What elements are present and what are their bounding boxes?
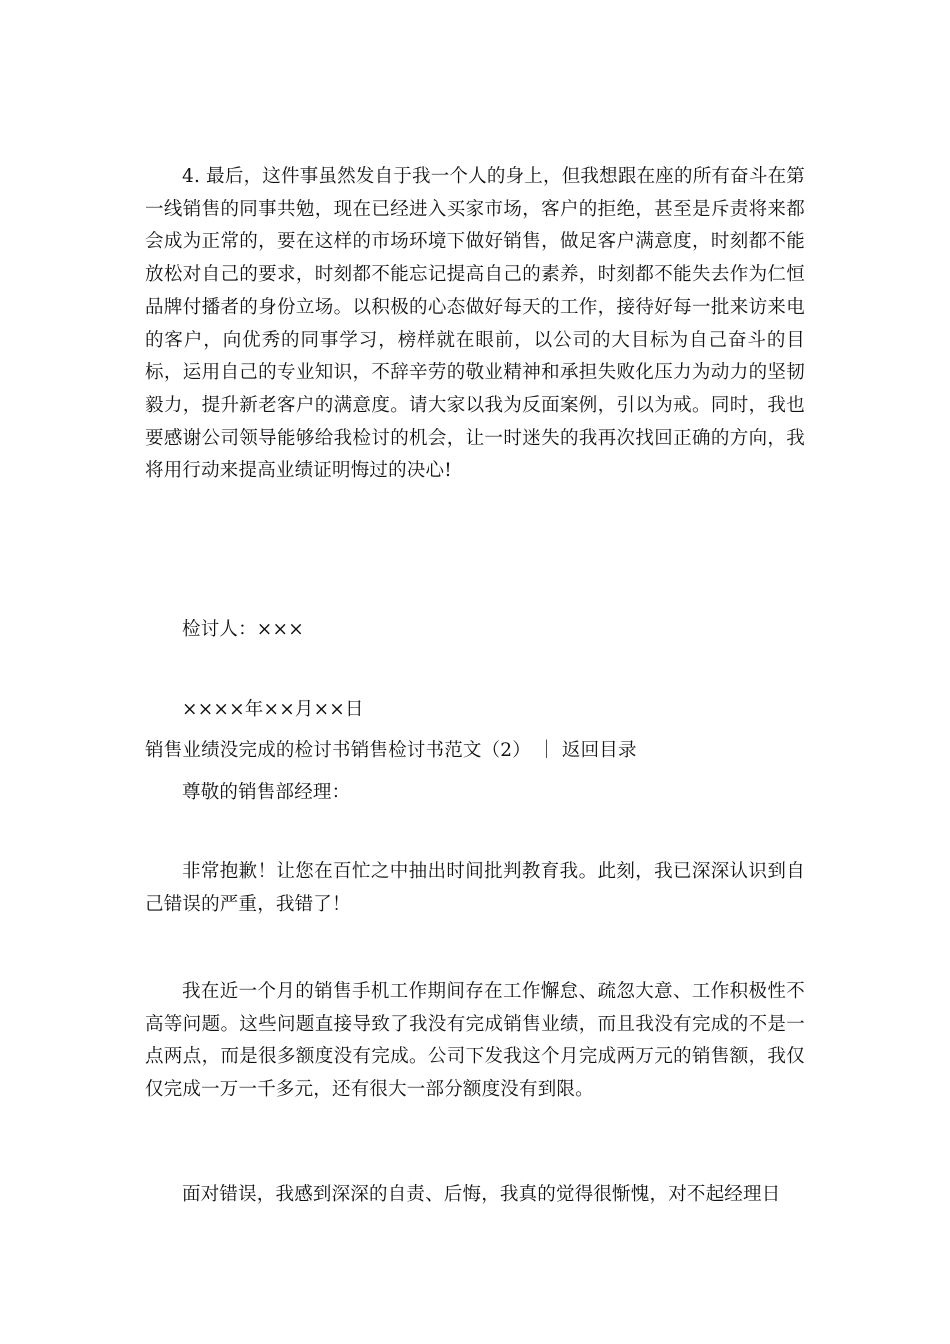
section-heading-row — [145, 737, 805, 765]
paragraph-text: 我在近一个月的销售手机工作期间存在工作懈怠、疏忽大意、工作积极性不高等问题。这些问题直接导致了我没有完成销售业绩，而且我没有完成的不是一点两点，而是很多额度没有完成。公司下发我这个月完成两万元的销售额，我仅仅完成一万一千多元，还有很大一部分额度没有到限。 — [145, 981, 805, 1101]
paragraph-text: 4. 最后，这件事虽然发自于我一个人的身上，但我想跟在座的所有奋斗在第一线销售的同事共勉，现在已经进入买家市场，客户的拒绝，甚至是斥责将来都会成为正常的，要在这样的市场环境下做好销售，做足客户满意度，时刻都不能放松对自己的要求，时刻都不能忘记提高自己的素养，时刻都不能失去作为仁恒品牌付播者的身份立场。以积极的心态做好每天的工作，接待好每一批来访来电的客户，向优秀的同事学习，榜样就在眼前，以公司的大目标为自己奋斗的目标，运用自己的专业知识，不辞辛劳的敬业精神和承担失败化压力为动力的坚韧毅力，提升新老客户的满意度。请大家以我为反面案例，引以为戒。同时，我也要感谢公司领导能够给我检讨的机会，让一时迷失的我再次找回正确的方向，我将用行动来提高业绩证明悔过的决心! — [145, 166, 805, 482]
paragraph-regret — [145, 1179, 805, 1212]
section-title: 销售业绩没完成的检讨书销售检讨书范文（2） — [145, 740, 531, 761]
salutation-line — [145, 779, 805, 807]
signer-line — [145, 616, 805, 644]
paragraph-text: 非常抱歉！让您在百忙之中抽出时间批判教育我。此刻，我已深深认识到自己错误的严重，我错了！ — [145, 861, 805, 915]
paragraph-text: 面对错误，我感到深深的自责、后悔，我真的觉得很惭愧，对不起经理日 — [182, 1184, 781, 1205]
paragraph-final-point — [145, 161, 805, 488]
signer-text: 检讨人：××× — [182, 619, 304, 640]
paragraph-details — [145, 976, 805, 1107]
section-heading — [145, 737, 805, 765]
salutation-text: 尊敬的销售部经理： — [182, 782, 351, 803]
paragraph-apology — [145, 856, 805, 921]
date-text: ××××年××月××日 — [182, 699, 364, 720]
date-line — [145, 696, 805, 724]
title-separator: ｜ — [537, 740, 556, 761]
return-to-contents-link[interactable]: 返回目录 — [561, 740, 637, 761]
